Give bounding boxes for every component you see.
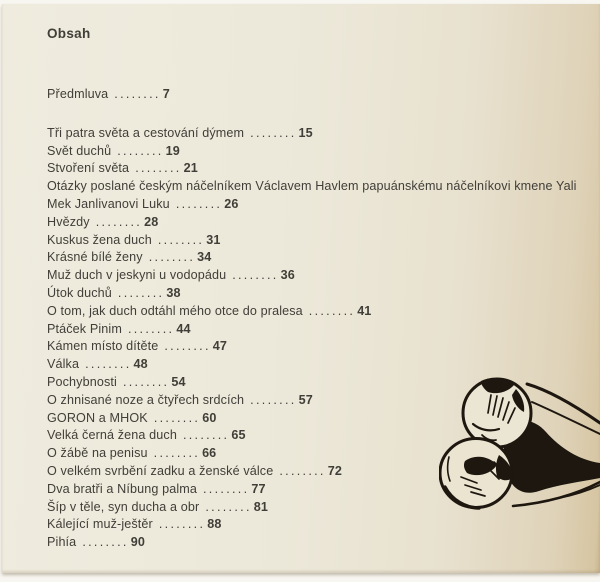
- toc-entry: [47, 516, 586, 534]
- toc-page-number: 81: [253, 499, 269, 514]
- dot-leader: ........: [157, 232, 205, 247]
- toc-page-number: 57: [298, 392, 313, 407]
- dot-leader: ........: [182, 428, 230, 443]
- toc-entry-title: Velká černá žena duch: [47, 428, 177, 443]
- toc-entry-title: GORON a MHOK: [47, 410, 148, 425]
- toc-entry: [47, 338, 586, 356]
- toc-entry-title: Kámen místo dítěte: [47, 339, 159, 354]
- toc-entry-title: Mek Janlivanovi Luku: [47, 196, 170, 211]
- page-title: Obsah: [47, 26, 91, 41]
- toc-page-number: 48: [133, 357, 148, 372]
- toc-entry: [47, 267, 586, 285]
- toc-entry-title: Útok duchů: [47, 285, 112, 300]
- toc-page-number: 26: [224, 196, 239, 211]
- dot-leader: ........: [135, 161, 182, 176]
- toc-entry-title: Šíp v těle, syn ducha a obr: [47, 499, 200, 514]
- toc-page-number: 34: [197, 250, 212, 265]
- toc-page-number: 77: [251, 481, 266, 496]
- dot-leader: ........: [95, 214, 143, 229]
- dot-leader: ........: [117, 285, 165, 300]
- toc-page-number: 60: [202, 410, 217, 425]
- toc-page-number: 88: [207, 517, 222, 532]
- toc-page-number: 28: [144, 214, 159, 229]
- toc-entry: [47, 143, 586, 161]
- toc-entry: [47, 178, 586, 196]
- book-page: [2, 4, 600, 573]
- toc-page-number: 66: [202, 446, 217, 461]
- dot-leader: ........: [308, 303, 356, 318]
- dot-leader: ........: [148, 250, 196, 265]
- toc-page-number: 54: [171, 374, 186, 389]
- toc-entry: [47, 534, 586, 552]
- dot-leader: ........: [82, 535, 129, 550]
- dot-leader: ........: [250, 125, 297, 140]
- toc-entry-title: Kálející muž-ještěr: [47, 517, 153, 532]
- toc-entry-title: Muž duch v jeskyni u vodopádu: [47, 268, 227, 283]
- toc-page-number: 47: [212, 339, 228, 354]
- toc-page-number: 31: [206, 232, 221, 247]
- toc-page-number: 72: [327, 463, 342, 478]
- toc-page-number: 36: [280, 268, 295, 283]
- dot-leader: ........: [205, 499, 252, 514]
- toc-entry-title: Krásné bílé ženy: [47, 250, 143, 265]
- toc-entry-title: Ptáček Pinim: [47, 321, 122, 336]
- toc-entry-title: Dva bratři a Níbung palma: [47, 481, 197, 496]
- toc-entry-title: Otázky poslané českým náčelníkem Václavem Havlem papuánskému náčelníkovi kmene Yali: [47, 179, 577, 194]
- toc-entry: [47, 285, 586, 303]
- toc-entry-title: O tom, jak duch odtáhl mého otce do pralesa: [47, 303, 303, 318]
- toc-page-number: 38: [166, 285, 181, 300]
- toc-page-number: 15: [298, 125, 313, 140]
- dot-leader: ........: [203, 481, 250, 496]
- dot-leader: ........: [250, 392, 297, 407]
- toc-entry-title: O zhnisané noze a čtyřech srdcích: [47, 392, 245, 407]
- toc-entry-title: O žábě na penisu: [47, 446, 148, 461]
- dot-leader: ........: [164, 339, 211, 354]
- toc-entry-title: Stvoření světa: [47, 161, 130, 176]
- toc-entry: [47, 214, 586, 232]
- toc-entry: [47, 125, 586, 143]
- dot-leader: ........: [153, 410, 201, 425]
- toc-entry-title: Válka: [47, 357, 80, 372]
- dot-leader: ........: [117, 143, 164, 158]
- toc-page-number: 7: [162, 87, 170, 101]
- dot-leader: ........: [279, 463, 326, 478]
- toc-entry-title: Hvězdy: [47, 214, 90, 229]
- toc-page-number: 44: [176, 321, 191, 336]
- toc-entry-title: Pochybnosti: [47, 374, 117, 389]
- toc-page-number: 65: [231, 428, 246, 443]
- dot-leader: ........: [114, 87, 161, 101]
- toc-entry: [47, 321, 586, 339]
- dot-leader: ........: [122, 374, 170, 389]
- dot-leader: ........: [232, 268, 279, 283]
- toc-page-number: 21: [183, 161, 198, 176]
- toc-entry-title: Předmluva: [47, 87, 109, 101]
- toc-entry: [47, 232, 586, 250]
- toc-page-number: 90: [130, 535, 145, 550]
- toc-page-number: 19: [165, 143, 180, 158]
- toc-entry-title: Tři patra světa a cestování dýmem: [47, 125, 245, 140]
- toc-entry: [47, 196, 586, 214]
- toc-entry-title: O velkém svrbění zadku a ženské válce: [47, 463, 274, 478]
- dot-leader: ........: [85, 357, 132, 372]
- dot-leader: ........: [127, 321, 175, 336]
- toc-entry: [47, 249, 586, 267]
- toc-entry-title: Svět duchů: [47, 143, 112, 158]
- dot-leader: ........: [175, 196, 223, 211]
- toc-page-number: 41: [357, 303, 372, 318]
- bone-illustration: [439, 369, 600, 515]
- toc-entry-title: Pihía: [47, 535, 77, 550]
- dot-leader: ........: [153, 446, 201, 461]
- toc-entry-title: Kuskus žena duch: [47, 232, 152, 247]
- toc-entry: [47, 160, 586, 178]
- toc-entry: [47, 303, 586, 321]
- dot-leader: ........: [158, 517, 206, 532]
- toc-entry: [47, 86, 586, 104]
